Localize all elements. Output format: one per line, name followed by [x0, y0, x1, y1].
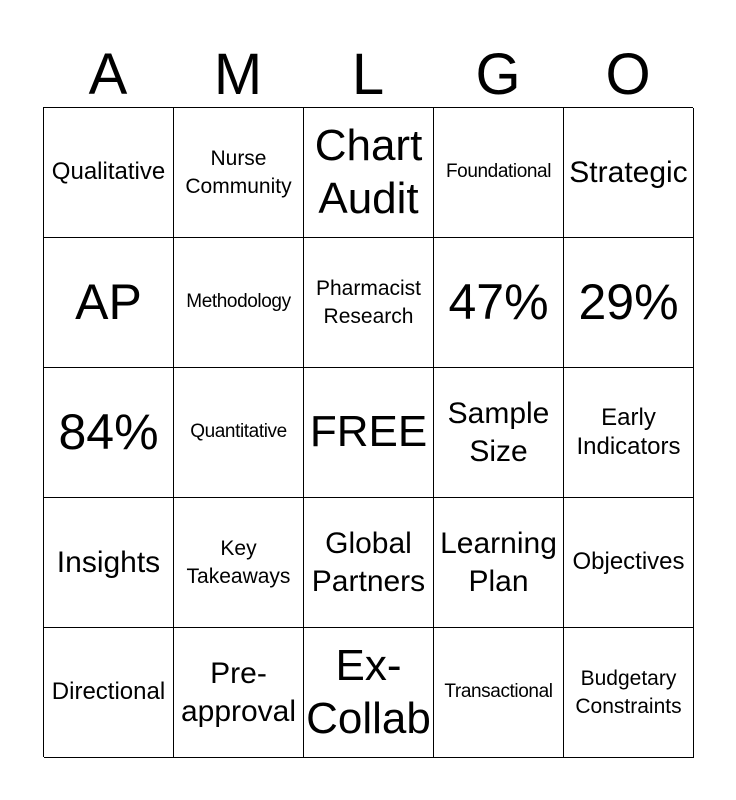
bingo-cell[interactable]: Pharmacist Research — [304, 238, 434, 368]
bingo-cell[interactable]: Qualitative — [44, 108, 174, 238]
bingo-cell[interactable]: Foundational — [434, 108, 564, 238]
bingo-header — [43, 44, 693, 106]
header-letter-3: L — [351, 42, 385, 107]
bingo-cell[interactable]: Global Partners — [304, 498, 434, 628]
bingo-board — [43, 107, 693, 757]
bingo-cell[interactable]: Quantitative — [174, 368, 304, 498]
bingo-cell[interactable]: Learning Plan — [434, 498, 564, 628]
free-space-cell[interactable]: FREE — [304, 368, 434, 498]
bingo-cell[interactable]: Sample Size — [434, 368, 564, 498]
bingo-cell[interactable]: AP — [44, 238, 174, 368]
header-letter-5: O — [605, 42, 651, 107]
bingo-cell[interactable]: Chart Audit — [304, 108, 434, 238]
bingo-cell[interactable]: Objectives — [564, 498, 694, 628]
bingo-cell[interactable]: Nurse Community — [174, 108, 304, 238]
bingo-cell[interactable]: Key Takeaways — [174, 498, 304, 628]
bingo-cell[interactable]: Strategic — [564, 108, 694, 238]
bingo-cell[interactable]: Early Indicators — [564, 368, 694, 498]
bingo-cell[interactable]: 47% — [434, 238, 564, 368]
bingo-cell[interactable]: Ex- Collab — [304, 628, 434, 758]
bingo-cell[interactable]: Methodology — [174, 238, 304, 368]
header-letter-1: A — [88, 42, 128, 107]
header-letter-2: M — [213, 42, 263, 107]
header-letter-4: G — [475, 42, 521, 107]
bingo-cell[interactable]: Directional — [44, 628, 174, 758]
bingo-cell[interactable]: Insights — [44, 498, 174, 628]
bingo-cell[interactable]: Transactional — [434, 628, 564, 758]
bingo-cell[interactable]: Pre- approval — [174, 628, 304, 758]
bingo-cell[interactable]: Budgetary Constraints — [564, 628, 694, 758]
bingo-cell[interactable]: 29% — [564, 238, 694, 368]
bingo-cell[interactable]: 84% — [44, 368, 174, 498]
